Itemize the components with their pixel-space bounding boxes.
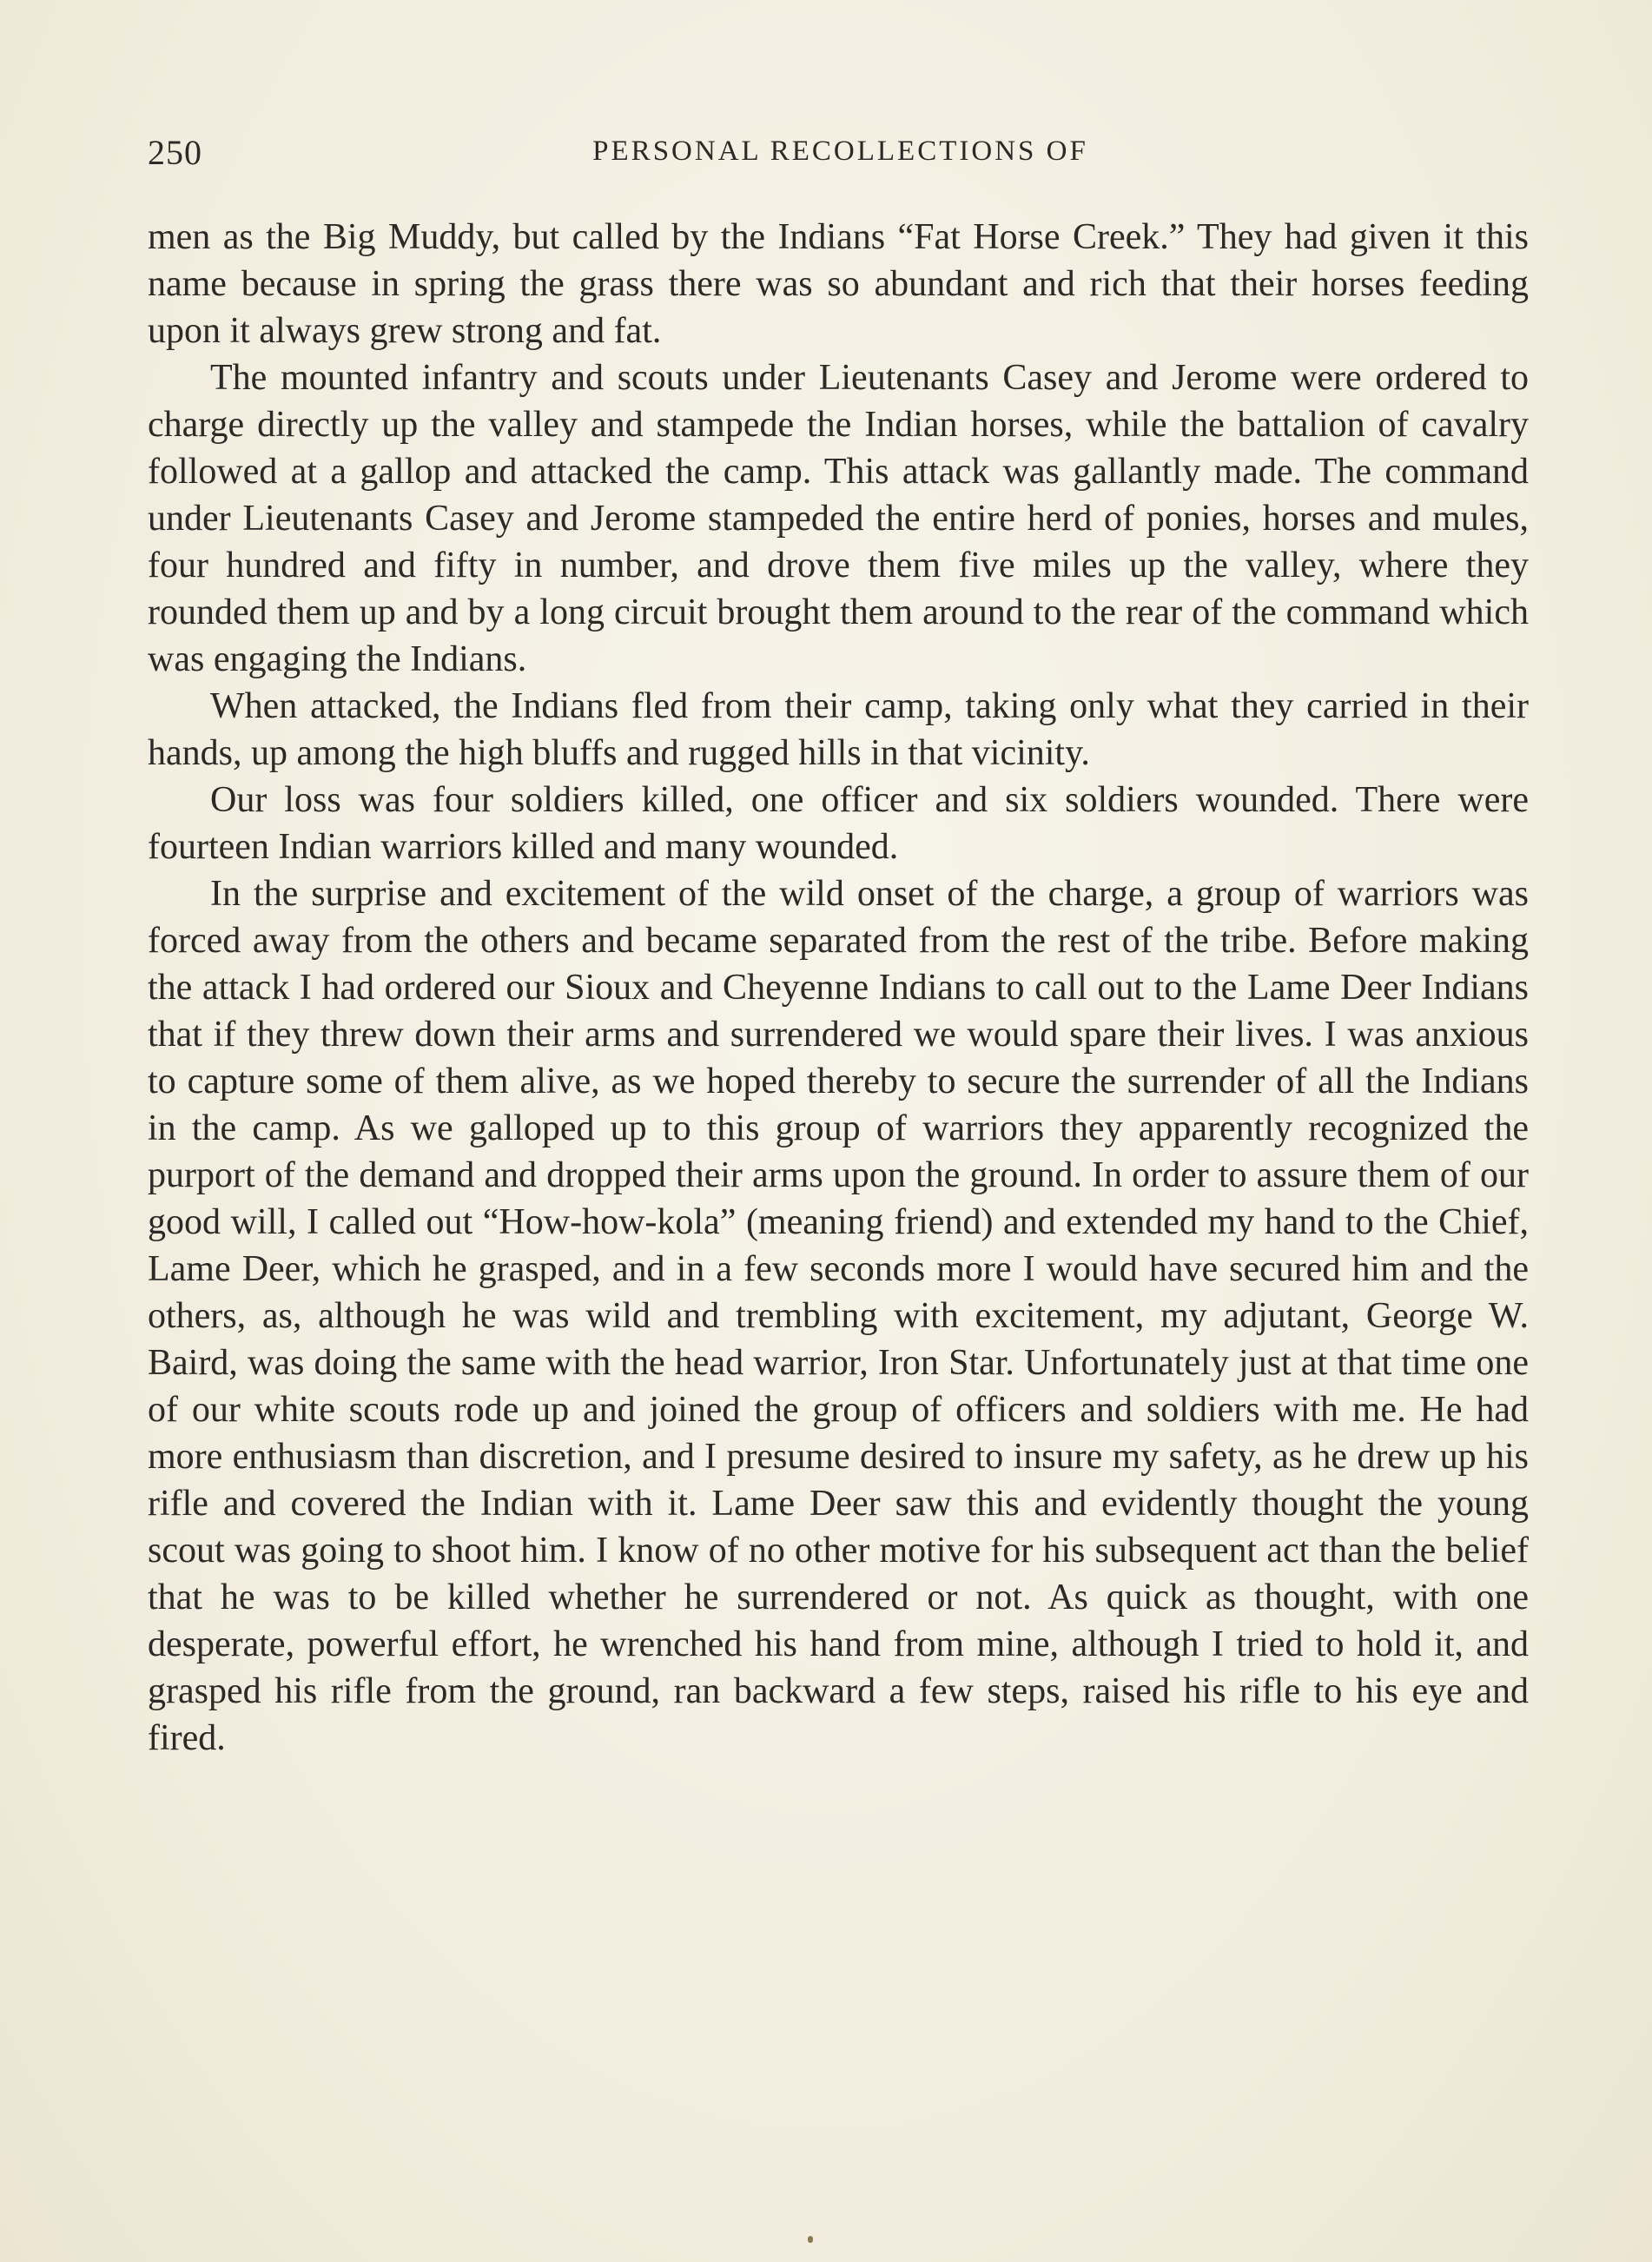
paragraph-3: When attacked, the Indians fled from their camp, taking only what they carried in their hands, up among the high bluffs and rugged hills in that vicinity. xyxy=(148,686,1529,773)
paragraph-1: men as the Big Muddy, but called by the Indians “Fat Horse Creek.” They had given it this name because in spring the grass there was so abundant and rich that their horses feeding upon it always grew strong and fat. xyxy=(148,217,1529,351)
running-head: PERSONAL RECOLLECTIONS OF xyxy=(592,136,1088,167)
paragraph-2: The mounted infantry and scouts under Lieutenants Casey and Jerome were ordered to charge directly up the valley and stampede the Indian horses, while the battalion of cavalry followed at a gallop and attacked the camp. This attack was gallantly made. The command under Lieutenants Casey and Jerome stampeded the entire herd of ponies, horses and mules, four hundred and fifty in number, and drove them five miles up the valley, where they rounded them up and by a long circuit brought them around to the rear of the command which was engaging the Indians. xyxy=(148,358,1529,679)
paper-speck xyxy=(808,2236,813,2243)
body-text xyxy=(148,214,1529,1762)
page-header xyxy=(148,132,1533,184)
page-number: 250 xyxy=(148,133,202,172)
paragraph-4: Our loss was four soldiers killed, one officer and six soldiers wounded. There were fourteen Indian warriors killed and many wounded. xyxy=(148,780,1529,867)
paragraph-5: In the surprise and excitement of the wild onset of the charge, a group of warriors was forced away from the others and became separated from the rest of the tribe. Before making the attack I had ordered our Sioux and Cheyenne Indians to call out to the Lame Deer Indians that if they threw down their arms and surrendered we would spare their lives. I was anxious to capture some of them alive, as we hoped thereby to secure the surrender of all the Indians in the camp. As we galloped up to this group of warriors they apparently recognized the purport of the demand and dropped their arms upon the ground. In order to assure them of our good will, I called out “How-how-kola” (meaning friend) and extended my hand to the Chief, Lame Deer, which he grasped, and in a few seconds more I would have secured him and the others, as, although he was wild and trembling with excitement, my adjutant, George W. Baird, was doing the same with the head warrior, Iron Star. Unfortunately just at that time one of our white scouts rode up and joined the group of officers and soldiers with me. He had more enthusiasm than discretion, and I presume desired to insure my safety, as he drew up his rifle and covered the Indian with it. Lame Deer saw this and evidently thought the young scout was going to shoot him. I know of no other motive for his subsequent act than the belief that he was to be killed whether he surrendered or not. As quick as thought, with one desperate, powerful effort, he wrenched his hand from mine, although I tried to hold it, and grasped his rifle from the ground, ran backward a few steps, raised his rifle to his eye and fired. xyxy=(148,874,1529,1758)
